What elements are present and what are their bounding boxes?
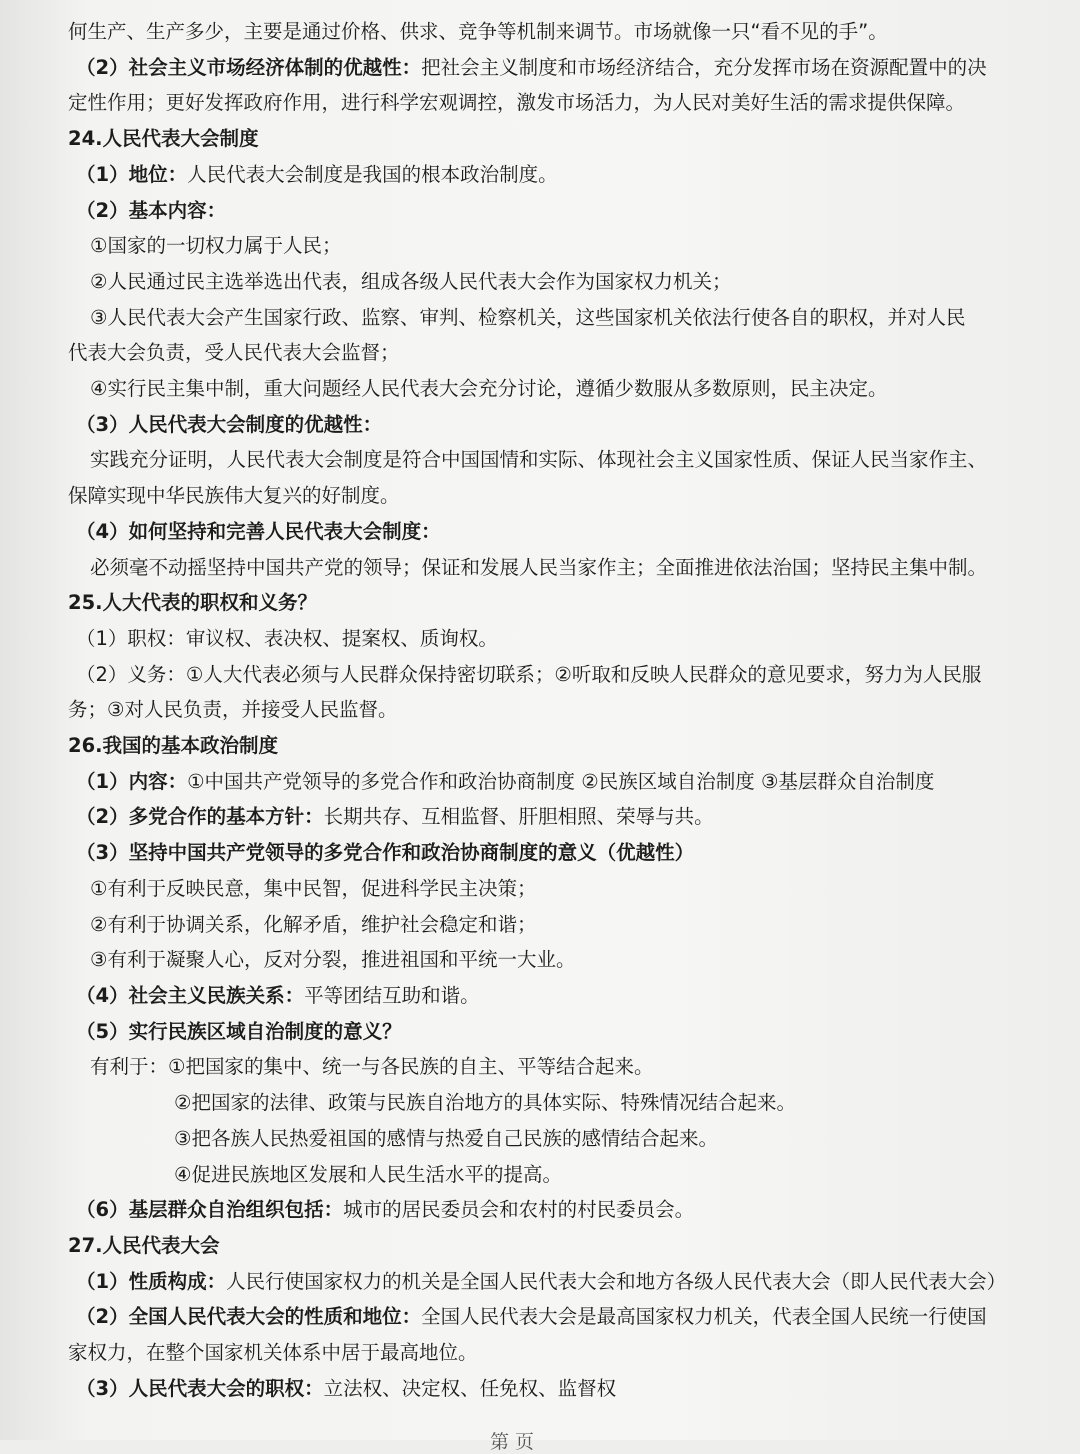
line-text: 城市的居民委员会和农村的村民委员会。	[343, 1198, 695, 1222]
line-text: ②人民通过民主选举选出代表，组成各级人民代表大会作为国家权力机关；	[90, 269, 732, 293]
section-heading	[68, 585, 1052, 621]
line-text: （4）如何坚持和完善人民代表大会制度：	[76, 519, 441, 543]
text-line	[68, 371, 1052, 407]
section-heading	[68, 193, 1052, 229]
line-text: ③人民代表大会产生国家行政、监察、审判、检察机关，这些国家机关依法行使各自的职权，并对人民	[90, 305, 966, 329]
text-line	[68, 300, 1052, 336]
line-lead: （2）全国人民代表大会的性质和地位：	[76, 1305, 422, 1329]
text-line	[68, 550, 1052, 586]
line-text: 长期共存、互相监督、肝胆相照、荣辱与共。	[323, 805, 714, 829]
line-text: ①中国共产党领导的多党合作和政治协商制度 ②民族区域自治制度 ③基层群众自治制度	[187, 769, 935, 793]
line-text: 全国人民代表大会是最高国家权力机关，代表全国人民统一行使国	[421, 1305, 987, 1329]
text-line	[68, 942, 1052, 978]
line-lead: （2）多党合作的基本方针：	[76, 805, 324, 829]
line-text: 何生产、生产多少，主要是通过价格、供求、竞争等机制来调节。市场就像一只“看不见的手”。	[68, 20, 888, 43]
text-line	[68, 978, 1052, 1014]
line-text: 家权力，在整个国家机关体系中居于最高地位。	[68, 1341, 478, 1365]
line-text: 把社会主义制度和市场经济结合，充分发挥市场在资源配置中的决	[421, 55, 987, 79]
line-text: ③把各族人民热爱祖国的感情与热爱自己民族的感情结合起来。	[174, 1126, 718, 1150]
text-line	[68, 442, 1052, 478]
text-line	[68, 1049, 1052, 1085]
line-lead: （3）人民代表大会的职权：	[76, 1376, 324, 1400]
line-text: ②有利于协调关系，化解矛盾，维护社会稳定和谐；	[90, 912, 537, 936]
text-line	[68, 264, 1052, 300]
line-lead: （1）地位：	[76, 162, 188, 186]
text-line	[68, 1085, 1052, 1121]
line-text: 24.人民代表大会制度	[68, 127, 259, 151]
text-line	[68, 692, 1052, 728]
section-heading	[68, 1228, 1052, 1264]
text-line	[68, 157, 1052, 193]
line-text: 代表大会负责，受人民代表大会监督；	[68, 341, 400, 365]
section-heading	[68, 407, 1052, 443]
line-text: ④促进民族地区发展和人民生活水平的提高。	[174, 1162, 562, 1186]
document-body	[68, 14, 1052, 1406]
line-text: ①国家的一切权力属于人民；	[90, 234, 342, 258]
section-heading	[68, 121, 1052, 157]
text-line	[68, 871, 1052, 907]
text-line	[68, 50, 1052, 86]
section-heading	[68, 1014, 1052, 1050]
line-lead: （1）性质构成：	[76, 1269, 227, 1293]
line-text: 27.人民代表大会	[68, 1233, 220, 1257]
line-text: ③有利于凝聚人心，反对分裂，推进祖国和平统一大业。	[90, 948, 576, 972]
text-line	[68, 764, 1052, 800]
line-text: （5）实行民族区域自治制度的意义？	[76, 1019, 402, 1043]
text-line	[68, 14, 1052, 50]
text-line	[68, 657, 1052, 693]
text-line	[68, 228, 1052, 264]
text-line	[68, 621, 1052, 657]
text-line	[68, 1157, 1052, 1193]
text-line	[68, 907, 1052, 943]
text-line	[68, 1335, 1052, 1371]
section-heading	[68, 514, 1052, 550]
section-heading	[68, 835, 1052, 871]
line-text: （3）人民代表大会制度的优越性：	[76, 412, 383, 436]
line-text: ④实行民主集中制，重大问题经人民代表大会充分讨论，遵循少数服从多数原则，民主决定。	[90, 377, 888, 401]
line-text: ①有利于反映民意，集中民智，促进科学民主决策；	[90, 876, 537, 900]
line-text: ②把国家的法律、政策与民族自治地方的具体实际、特殊情况结合起来。	[174, 1091, 796, 1115]
text-line	[68, 1192, 1052, 1228]
text-line	[68, 1264, 1052, 1300]
text-line	[68, 335, 1052, 371]
line-lead: （2）社会主义市场经济体制的优越性：	[76, 55, 422, 79]
line-text: 立法权、决定权、任免权、监督权	[323, 1376, 617, 1400]
section-heading	[68, 728, 1052, 764]
line-text: 保障实现中华民族伟大复兴的好制度。	[68, 484, 400, 508]
line-text: 人民代表大会制度是我国的根本政治制度。	[187, 162, 558, 186]
line-text: （1）职权：审议权、表决权、提案权、质询权。	[76, 626, 498, 650]
line-text: 定性作用；更好发挥政府作用，进行科学宏观调控，激发市场活力，为人民对美好生活的需求提供保障。	[68, 91, 966, 115]
line-text: （2）基本内容：	[76, 198, 227, 222]
text-line	[68, 1299, 1052, 1335]
text-line	[68, 799, 1052, 835]
line-text: 26.我国的基本政治制度	[68, 734, 279, 758]
page-footer: 第 页	[490, 1431, 535, 1453]
line-lead: （1）内容：	[76, 769, 188, 793]
line-text: （2）义务：①人大代表必须与人民群众保持密切联系；②听取和反映人民群众的意见要求，努力为人民服	[76, 662, 982, 686]
line-lead: （6）基层群众自治组织包括：	[76, 1198, 344, 1222]
text-line	[68, 1121, 1052, 1157]
line-text: 人民行使国家权力的机关是全国人民代表大会和地方各级人民代表大会（即人民代表大会）	[226, 1269, 1007, 1293]
line-text: 实践充分证明，人民代表大会制度是符合中国国情和实际、体现社会主义国家性质、保证人民当家作主、	[90, 448, 988, 472]
line-text: 务；③对人民负责，并接受人民监督。	[68, 698, 398, 722]
line-text: （3）坚持中国共产党领导的多党合作和政治协商制度的意义（优越性）	[76, 841, 695, 865]
line-text: 必须毫不动摇坚持中国共产党的领导；保证和发展人民当家作主；全面推进依法治国；坚持民主集中制。	[90, 555, 988, 579]
text-line	[68, 1371, 1052, 1407]
line-text: 平等团结互助和谐。	[304, 983, 480, 1007]
text-line	[68, 85, 1052, 121]
line-text: 25.人大代表的职权和义务？	[68, 591, 318, 615]
line-lead: （4）社会主义民族关系：	[76, 983, 305, 1007]
line-text: 有利于：①把国家的集中、统一与各民族的自主、平等结合起来。	[90, 1055, 654, 1079]
text-line	[68, 478, 1052, 514]
